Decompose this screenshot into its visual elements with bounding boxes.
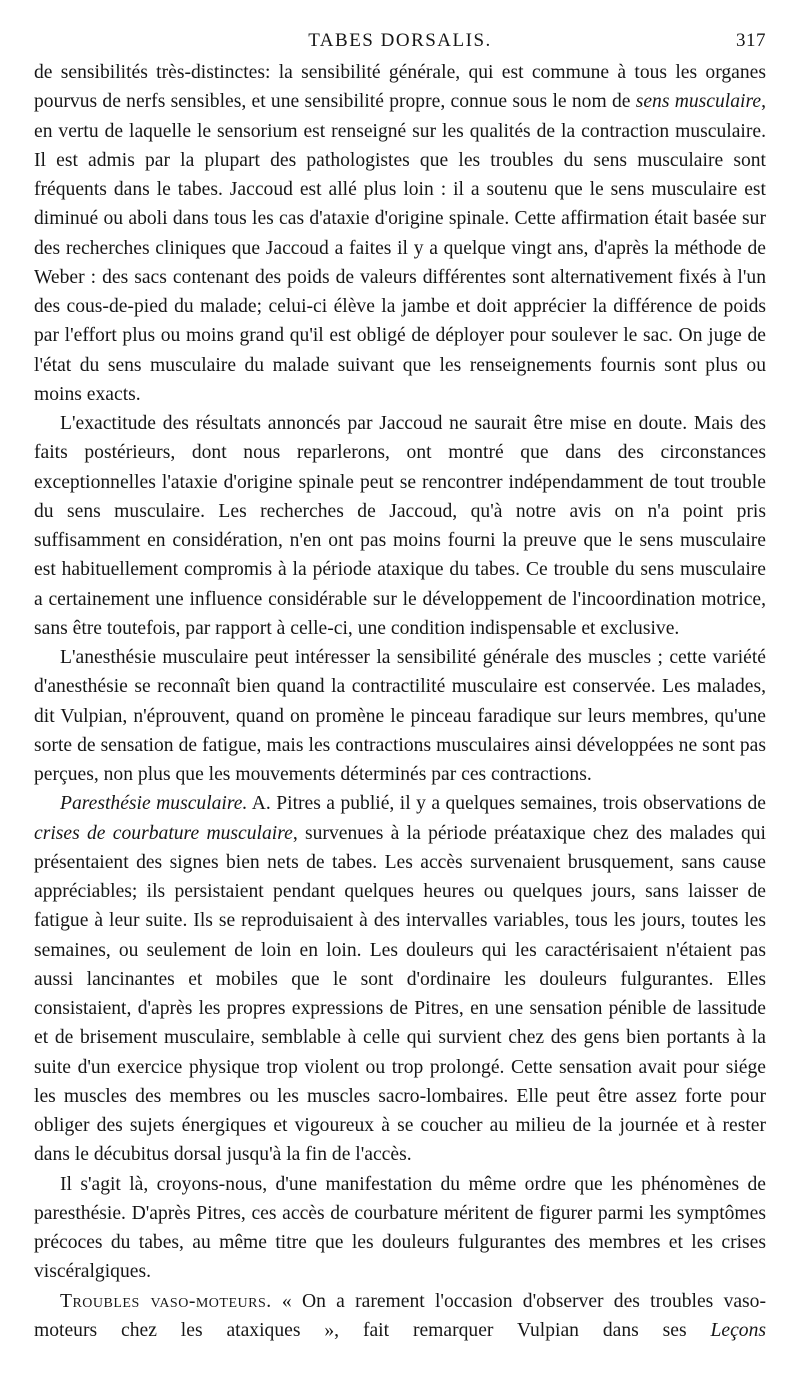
paragraph bbox=[34, 58, 766, 409]
text-run: L'anesthésie musculaire peut intéresser la sensibilité générale des muscles ; cette variété d'anesthésie se reconnaît bien quand la contractilité musculaire est conservée. Les malades, dit Vulpian, n'éprouvent, quand on promène le pinceau faradique sur leurs membres, qu'une sorte de sensation de fatigue, mais les contractions musculaires ainsi développées ne sont pas perçues, non plus que les mouvements déterminés par ces contractions. bbox=[34, 647, 766, 785]
page-header bbox=[34, 26, 766, 58]
text-run: , survenues à la période préataxique chez des malades qui présentaient des signes bien nets de tabes. Les accès survenaient brusquement, sans cause appréciables; ils persistaient pendant quelques heures ou quelques jours, sans laisser de fatigue à leur suite. Ils se reproduisaient à des intervalles variables, tous les jours, toutes les semaines, ou seulement de loin en loin. Les douleurs qui les caractérisaient n'étaient pas aussi lancinantes et mobiles que le sont d'ordinaire les douleurs fulgurantes. Elles consistaient, d'après les propres expressions de Pitres, en une sensation pénible de lassitude et de brisement musculaire, semblable à celle qui survient chez des gens bien portants à la suite d'un exercice physique trop violent ou trop prolongé. Cette sensation avait pour siége les muscles des membres ou les muscles sacro-lombaires. Elle peut être assez forte pour obliger des sujets énergiques et vigoureux à se coucher au milieu de la journée et à rester dans le décubitus dorsal jusqu'à la fin de l'accès. bbox=[34, 822, 767, 1166]
section-heading: Troubles vaso-moteurs. bbox=[60, 1290, 272, 1312]
italic-text: Leçons bbox=[710, 1319, 766, 1341]
italic-text: sens musculaire bbox=[635, 91, 762, 113]
page-number: 317 bbox=[736, 30, 766, 51]
paragraph bbox=[34, 643, 766, 789]
body-text bbox=[34, 58, 766, 1345]
paragraph bbox=[34, 1170, 766, 1287]
text-run: de sensibilités très-distinctes: la sensibilité générale, qui est commune à tous les organes pourvus de nerfs sensibles, et une sensibilité propre, connue sous le nom de bbox=[34, 62, 766, 113]
paragraph bbox=[34, 409, 766, 643]
italic-text: Paresthésie musculaire. bbox=[60, 793, 248, 815]
text-run: Il s'agit là, croyons-nous, d'une manifestation du même ordre que les phénomènes de paresthésie. D'après Pitres, ces accès de courbature méritent de figurer parmi les symptômes précoces du tabes, au même titre que les douleurs fulgurantes des membres et les crises viscéralgiques. bbox=[34, 1173, 766, 1283]
paragraph bbox=[34, 789, 766, 1169]
text-run: , en vertu de laquelle le sensorium est renseigné sur les qualités de la contraction musculaire. Il est admis par la plupart des pathologistes que les troubles du sens musculaire sont fréquents dans le tabes. Jaccoud est allé plus loin : il a soutenu que le sens musculaire est diminué ou aboli dans tous les cas d'ataxie d'origine spinale. Cette affirmation était basée sur des recherches cliniques que Jaccoud a faites il y a quelque vingt ans, d'après la méthode de Weber : des sacs contenant des poids de valeurs différentes sont alternativement fixés à l'un des cous-de-pied du malade; celui-ci élève la jambe et doit apprécier la différence de poids par l'effort plus ou moins grand qu'il est obligé de déployer pour soulever le sac. On juge de l'état du sens musculaire du malade suivant que les renseignements fournis sont plus ou moins exacts. bbox=[34, 91, 766, 405]
text-run: L'exactitude des résultats annoncés par Jaccoud ne saurait être mise en doute. Mais des faits postérieurs, dont nous reparlerons, ont montré que dans des circonstances exceptionnelles l'ataxie d'origine spinale peut se rencontrer indépendamment de tout trouble du sens musculaire. Les recherches de Jaccoud, qu'à notre avis on n'a point pris suffisamment en considération, n'en ont pas moins fourni la preuve que le sens musculaire est habituellement compromis à la période ataxique du tabes. Ce trouble du sens musculaire a certainement une influence considérable sur le développement de l'incoordination motrice, sans être toutefois, par rapport à celle-ci, une condition indispensable et exclusive. bbox=[34, 413, 766, 639]
italic-text: crises de courbature musculaire bbox=[34, 822, 293, 844]
text-run: « On a rarement l'occasion d'observer des troubles vaso-moteurs chez les ataxiques », fait remarquer Vulpian dans ses bbox=[34, 1290, 767, 1341]
running-title: TABES DORSALIS. bbox=[308, 30, 492, 51]
paragraph bbox=[34, 1287, 766, 1346]
text-run: A. Pitres a publié, il y a quelques semaines, trois observations de bbox=[247, 793, 766, 815]
